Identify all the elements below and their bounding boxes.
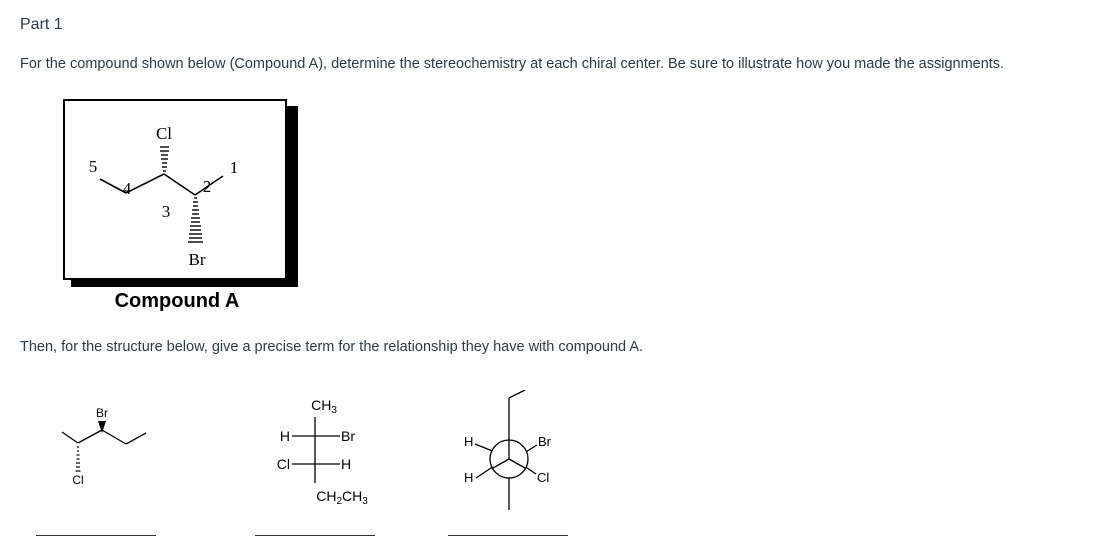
- newman-projection: [450, 390, 570, 515]
- fischer-row2-right: H: [341, 456, 352, 472]
- hash-bond-cl: [76, 447, 81, 471]
- compound-a-label: Compound A: [114, 290, 240, 312]
- fischer-bottom: $CH_2CH_3$: [316, 488, 368, 507]
- fischer-row1-left: H: [279, 428, 290, 444]
- carbon-number-2: 2: [202, 177, 212, 196]
- newman-upper-right: Br: [538, 434, 551, 449]
- fischer-lines: [292, 417, 340, 483]
- structure-1-cl-label: Cl: [72, 473, 84, 487]
- carbon-number-5: 5: [88, 157, 98, 176]
- answer-blank-2[interactable]: [255, 535, 375, 536]
- atom-label-br: Br: [188, 250, 206, 269]
- atom-label-cl: Cl: [155, 124, 173, 143]
- structure-box: [64, 100, 286, 279]
- relationship-question: Then, for the structure below, give a precise term for the relationship they have with compound A.: [20, 339, 644, 355]
- carbon-number-3: 3: [161, 202, 171, 221]
- fischer-row2-left: Cl: [276, 456, 290, 472]
- part-title: Part 1: [20, 16, 63, 33]
- fischer-projection: [260, 390, 390, 515]
- fischer-top: $CH_3$: [311, 397, 337, 416]
- compound-a-figure: [60, 95, 300, 325]
- answer-blank-1[interactable]: [36, 535, 156, 536]
- newman-lower-right: Cl: [537, 470, 550, 485]
- structure-1-figure: [50, 400, 160, 510]
- carbon-number-1: 1: [229, 158, 239, 177]
- newman-lower-left: H: [464, 470, 474, 485]
- fischer-row1-right: Br: [341, 428, 355, 444]
- answer-blank-3[interactable]: [448, 535, 568, 536]
- newman-upper-left: H: [464, 434, 474, 449]
- question-text: For the compound shown below (Compound A), determine the stereochemistry at each chiral center. Be sure to illustrate how you made the assignments.: [20, 56, 1005, 72]
- structure-1-br-label: Br: [96, 406, 108, 420]
- carbon-number-4: 4: [122, 179, 132, 198]
- structure-1-skeleton: [62, 430, 146, 444]
